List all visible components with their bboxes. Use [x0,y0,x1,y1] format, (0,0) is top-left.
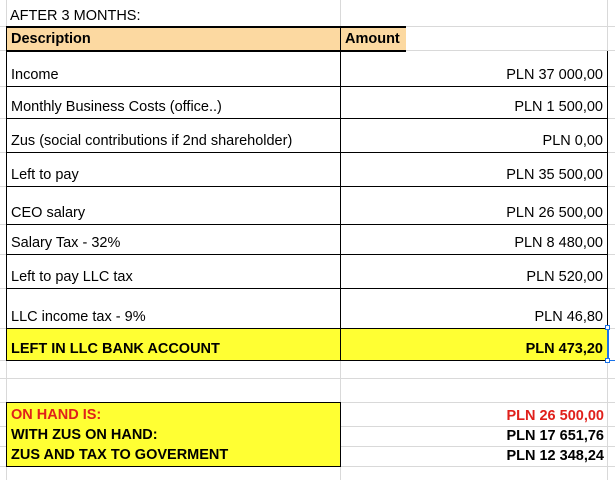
row-description: Income [11,67,59,83]
selection-handle[interactable] [605,325,610,330]
total-label: LEFT IN LLC BANK ACCOUNT [11,341,220,357]
summary-label: WITH ZUS ON HAND: [11,427,158,443]
row-llc-tax-base-description[interactable] [6,254,341,289]
summary-zus-tax-amount[interactable] [340,446,608,467]
row-zus-description[interactable] [6,118,341,153]
row-left-to-pay-amount[interactable] [340,152,608,187]
sheet-title: AFTER 3 MONTHS: [10,8,141,24]
summary-with-zus-amount[interactable] [340,426,608,447]
summary-amount: PLN 17 651,76 [506,428,604,444]
header-description-label: Description [11,31,91,47]
header-amount-label: Amount [345,31,400,47]
summary-on-hand-description[interactable] [6,402,341,427]
selection-border [607,328,609,361]
row-income-amount[interactable] [340,51,608,87]
row-zus-amount[interactable] [340,118,608,153]
total-amount-cell[interactable] [340,328,608,361]
row-amount: PLN 46,80 [534,309,603,325]
row-costs-description[interactable] [6,86,341,119]
row-description: Left to pay LLC tax [11,269,133,285]
row-amount: PLN 35 500,00 [506,167,603,183]
row-description: LLC income tax - 9% [11,309,146,325]
total-amount: PLN 473,20 [525,341,603,357]
row-amount: PLN 8 480,00 [514,235,603,251]
row-llc-tax-base-amount[interactable] [340,254,608,289]
row-salary-tax-amount[interactable] [340,224,608,255]
row-description: CEO salary [11,205,86,221]
header-description[interactable] [6,26,341,52]
row-llc-income-tax-description[interactable] [6,288,341,329]
row-description: Zus (social contributions if 2nd shareholder) [11,133,293,149]
row-ceo-salary-description[interactable] [6,186,341,225]
row-ceo-salary-amount[interactable] [340,186,608,225]
row-description: Monthly Business Costs (office..) [11,99,222,115]
row-amount: PLN 26 500,00 [506,205,603,221]
summary-with-zus-description[interactable] [6,426,341,447]
grid-line [0,378,615,379]
selection-handle[interactable] [605,358,610,363]
row-amount: PLN 1 500,00 [514,99,603,115]
row-amount: PLN 0,00 [542,133,603,149]
row-llc-income-tax-amount[interactable] [340,288,608,329]
row-description: Left to pay [11,167,79,183]
row-description: Salary Tax - 32% [11,235,121,251]
summary-label: ZUS AND TAX TO GOVERMENT [11,447,229,463]
row-amount: PLN 37 000,00 [506,67,603,83]
summary-zus-tax-description[interactable] [6,446,341,467]
row-salary-tax-description[interactable] [6,224,341,255]
header-amount[interactable] [340,26,406,52]
row-left-to-pay-description[interactable] [6,152,341,187]
total-description[interactable] [6,328,341,361]
row-costs-amount[interactable] [340,86,608,119]
summary-on-hand-amount[interactable] [340,402,608,427]
row-income-description[interactable] [6,51,341,87]
column-border [340,402,341,467]
summary-amount: PLN 12 348,24 [506,448,604,464]
title-cell[interactable] [6,4,340,27]
row-amount: PLN 520,00 [526,269,603,285]
summary-amount: PLN 26 500,00 [506,408,604,424]
summary-label: ON HAND IS: [11,407,102,423]
